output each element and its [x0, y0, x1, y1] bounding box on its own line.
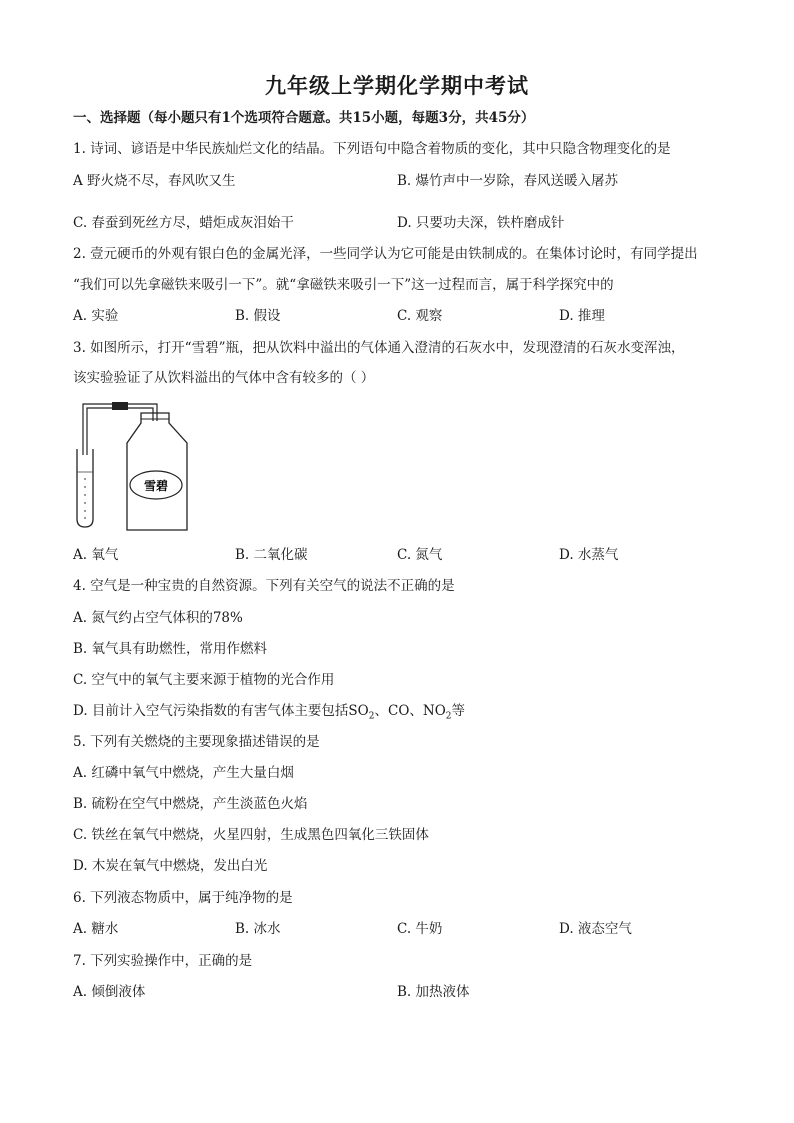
question-2-stem-line2: “我们可以先拿磁铁来吸引一下”。就“拿磁铁来吸引一下”这一过程而言，属于科学探究中的 [73, 277, 614, 293]
page-title: 九年级上学期化学期中考试 [265, 73, 529, 98]
question-1-option-c: C. 春蚕到死丝方尽，蜡炬成灰泪始干 [73, 215, 294, 231]
question-1-option-a: A 野火烧不尽，春风吹又生 [73, 173, 236, 189]
question-6-stem: 6. 下列液态物质中，属于纯净物的是 [73, 890, 293, 906]
question-3-option-a: A. 氧气 [73, 547, 119, 563]
question-1-option-b: B. 爆竹声中一岁除，春风送暖入屠苏 [397, 173, 619, 189]
question-5-option-b: B. 硫粉在空气中燃烧，产生淡蓝色火焰 [73, 796, 308, 812]
question-2-option-a: A. 实验 [73, 308, 119, 324]
question-4-option-c: C. 空气中的氧气主要来源于植物的光合作用 [73, 672, 335, 688]
question-5-option-c: C. 铁丝在氧气中燃烧，火星四射，生成黑色四氧化三铁固体 [73, 827, 429, 843]
question-7-option-b: B. 加热液体 [397, 984, 470, 1000]
question-3-stem-line1: 3. 如图所示，打开“雪碧”瓶，把从饮料中溢出的气体通入澄清的石灰水中，发现澄清的石灰水变浑浊， [73, 340, 685, 356]
question-2-stem-line1: 2. 壹元硬币的外观有银白色的金属光泽，一些同学认为它可能是由铁制成的。在集体讨论时，有同学提出 [73, 246, 698, 262]
question-3-option-b: B. 二氧化碳 [235, 547, 308, 563]
rubber-connector [112, 402, 128, 410]
question-3-stem-line2: 该实验验证了从饮料溢出的气体中含有较多的（ ） [73, 370, 375, 386]
question-4-stem: 4. 空气是一种宝贵的自然资源。下列有关空气的说法不正确的是 [73, 578, 455, 594]
question-4-option-a: A. 氮气约占空气体积的78% [73, 610, 243, 626]
question-6-option-a: A. 糖水 [73, 921, 119, 937]
question-6-option-b: B. 冰水 [235, 921, 281, 937]
bottle-label-text: 雪碧 [143, 479, 169, 493]
question-3-option-d: D. 水蒸气 [559, 547, 619, 563]
question-4-option-b: B. 氧气具有助燃性，常用作燃料 [73, 641, 268, 657]
section-heading: 一、选择题（每小题只有1个选项符合题意。共15小题，每题3分，共45分） [73, 110, 535, 126]
question-6-option-d: D. 液态空气 [559, 921, 632, 937]
question-5-option-d: D. 木炭在氧气中燃烧，发出白光 [73, 858, 268, 874]
question-1-stem: 1. 诗词、谚语是中华民族灿烂文化的结晶。下列语句中隐含着物质的变化，其中只隐含物理变化的是 [73, 141, 671, 157]
question-5-stem: 5. 下列有关燃烧的主要现象描述错误的是 [73, 734, 320, 750]
question-7-option-a: A. 倾倒液体 [73, 984, 146, 1000]
question-2-option-d: D. 推理 [559, 308, 605, 324]
question-7-stem: 7. 下列实验操作中，正确的是 [73, 953, 253, 969]
question-2-option-b: B. 假设 [235, 308, 281, 324]
question-1-option-d: D. 只要功夫深，铁杵磨成针 [397, 215, 565, 231]
sprite-bottle-figure [72, 397, 202, 535]
test-tube [77, 449, 93, 527]
apparatus-diagram [72, 397, 202, 535]
question-4-option-d: D. 目前计入空气污染指数的有害气体主要包括$SO_2$、CO、$NO_2$等 [73, 703, 465, 722]
question-2-option-c: C. 观察 [397, 308, 443, 324]
question-6-option-c: C. 牛奶 [397, 921, 443, 937]
question-3-option-c: C. 氮气 [397, 547, 443, 563]
question-5-option-a: A. 红磷中氧气中燃烧，产生大量白烟 [73, 765, 294, 781]
